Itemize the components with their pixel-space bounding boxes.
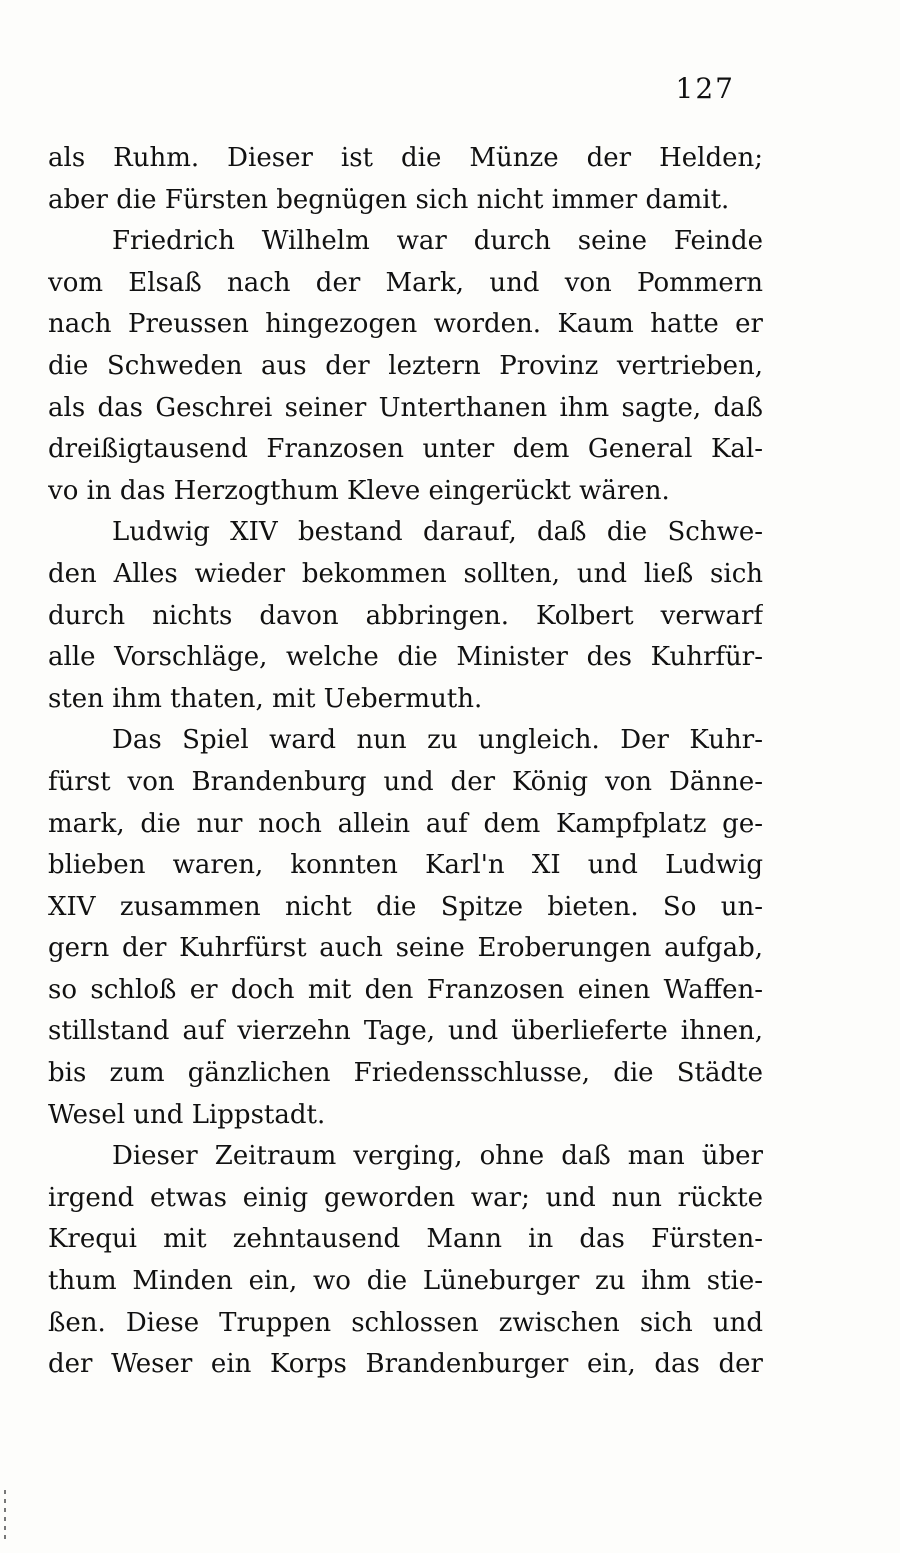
paragraph-start-line: Das Spiel ward nun zu ungleich. Der Kuhr- xyxy=(112,725,763,756)
text-line: fürst von Brandenburg und der König von Dänne- xyxy=(48,766,763,797)
text-line: dreißigtausend Franzosen unter dem General Kal- xyxy=(48,434,763,465)
text-line: gern der Kuhrfürst auch seine Eroberungen aufgab, xyxy=(48,933,763,964)
text-line: mark, die nur noch allein auf dem Kampfplatz ge- xyxy=(48,808,763,839)
text-line: als Ruhm. Dieser ist die Münze der Helden; xyxy=(48,143,763,173)
text-line: irgend etwas einig geworden war; und nun rückte xyxy=(48,1182,763,1213)
text-line: Krequi mit zehntausend Mann in das Fürsten- xyxy=(48,1224,763,1255)
body-text xyxy=(48,138,763,1386)
text-line: thum Minden ein, wo die Lüneburger zu ihm stie- xyxy=(48,1266,763,1297)
paragraph-start-line: Friedrich Wilhelm war durch seine Feinde xyxy=(112,226,763,257)
text-line: alle Vorschläge, welche die Minister des Kuhrfür- xyxy=(48,642,763,673)
text-line: als das Geschrei seiner Unterthanen ihm sagte, daß xyxy=(48,392,763,423)
text-line: aber die Fürsten begnügen sich nicht immer damit. xyxy=(48,184,730,215)
text-line: vom Elsaß nach der Mark, und von Pommern xyxy=(48,267,763,298)
scan-margin-mark xyxy=(4,1490,6,1540)
text-line: stillstand auf vierzehn Tage, und überlieferte ihnen, xyxy=(48,1016,763,1047)
text-line: nach Preussen hingezogen worden. Kaum hatte er xyxy=(48,309,763,340)
text-line: so schloß er doch mit den Franzosen einen Waffen- xyxy=(48,974,763,1005)
text-line: den Alles wieder bekommen sollten, und ließ sich xyxy=(48,558,763,589)
text-line: bis zum gänzlichen Friedensschlusse, die Städte xyxy=(48,1058,763,1089)
text-line: ßen. Diese Truppen schlossen zwischen sich und xyxy=(48,1307,763,1338)
text-line: blieben waren, konnten Karl'n XI und Ludwig xyxy=(48,850,763,881)
text-line: durch nichts davon abbringen. Kolbert verwarf xyxy=(48,600,763,631)
text-line: sten ihm thaten, mit Uebermuth. xyxy=(48,683,483,714)
paragraph-start-line: Ludwig XIV bestand darauf, daß die Schwe- xyxy=(112,517,763,548)
text-line: Wesel und Lippstadt. xyxy=(48,1099,326,1130)
text-line: die Schweden aus der leztern Provinz vertrieben, xyxy=(48,350,763,381)
page-number: 127 xyxy=(675,72,735,105)
text-line: XIV zusammen nicht die Spitze bieten. So un- xyxy=(48,891,763,922)
text-line: vo in das Herzogthum Kleve eingerückt wären. xyxy=(48,475,670,506)
paragraph-start-line: Dieser Zeitraum verging, ohne daß man über xyxy=(112,1141,763,1172)
text-line: der Weser ein Korps Brandenburger ein, das der xyxy=(48,1349,763,1380)
